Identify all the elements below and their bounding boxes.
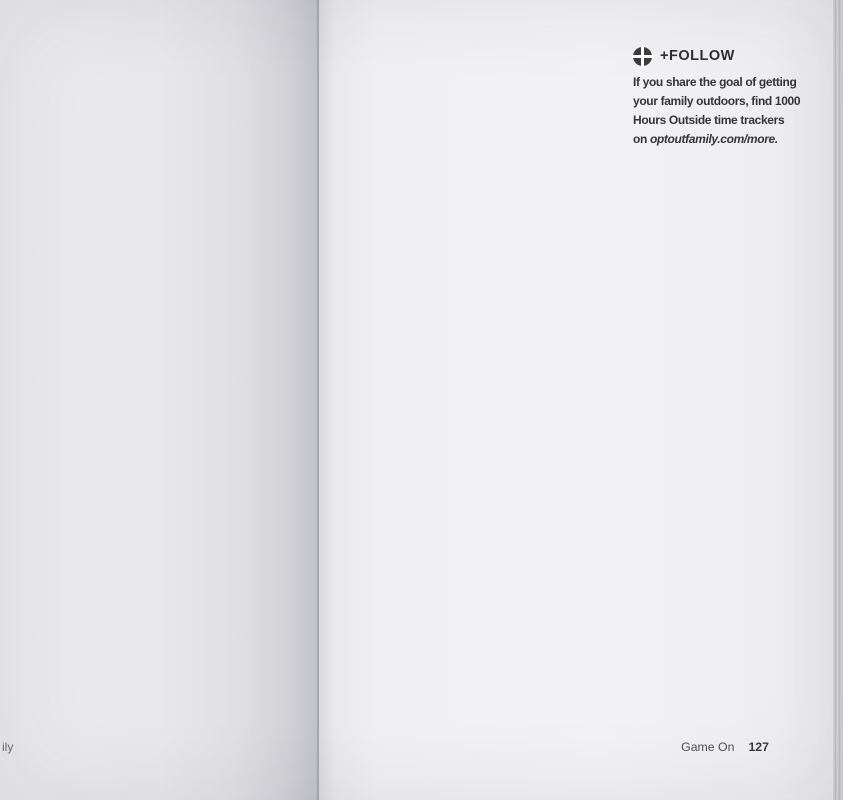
right-page-running-footer bbox=[379, 740, 769, 754]
chapter-title: Game On bbox=[681, 740, 735, 754]
follow-callout-body bbox=[633, 73, 801, 149]
follow-callout-url: optoutfamily.com/more. bbox=[649, 132, 778, 147]
plus-circle-icon bbox=[633, 47, 652, 66]
book-fore-edge-pages bbox=[833, 0, 843, 800]
follow-label: +FOLLOW bbox=[660, 48, 735, 64]
follow-callout bbox=[633, 46, 801, 149]
left-page-text-column bbox=[0, 36, 266, 136]
right-page-text-column bbox=[379, 38, 801, 179]
right-page bbox=[319, 0, 833, 800]
follow-callout-text: If you share the goal of getting your family outdoors, find 1000 Hours Outside time trackers on bbox=[633, 75, 801, 147]
follow-callout-header bbox=[633, 46, 801, 66]
page-number: 127 bbox=[748, 740, 769, 754]
left-page bbox=[0, 0, 317, 800]
left-page-running-footer: ily bbox=[2, 740, 14, 754]
